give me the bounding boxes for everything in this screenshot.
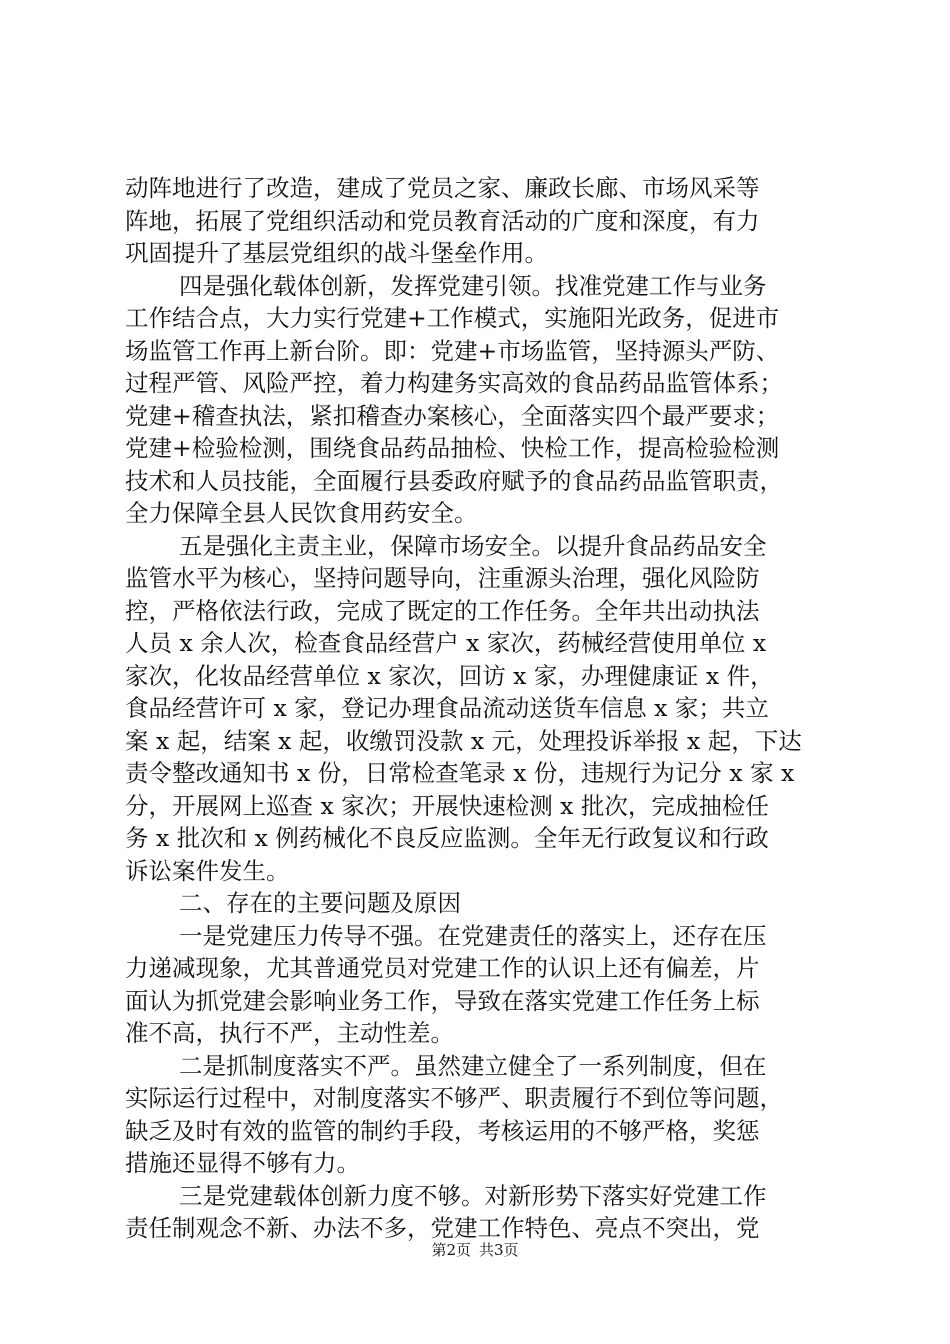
text-line: 务 x 批次和 x 例药械化不良反应监测。全年无行政复议和行政 [125,824,769,852]
text-line: 措施还显得不够有力。 [125,1149,360,1177]
text-line: 诉讼案件发生。 [125,856,290,885]
text-line: 责任制观念不新、办法不多，党建工作特色、亮点不突出，党 [125,1214,760,1242]
text-line: 过程严管、风险严控，着力构建务实高效的食品药品监管体系； [125,369,783,397]
text-line: 工作结合点，大力实行党建+工作模式，实施阳光政务，促进市 [125,304,780,332]
text-line: 食品经营许可 x 家，登记办理食品流动送货车信息 x 家；共立 [125,694,769,722]
paragraph-first-line: 四是强化载体创新，发挥党建引领。找准党建工作与业务 [179,271,767,300]
text-line: 党建+稽查执法，紧扣稽查办案核心，全面落实四个最严要求； [125,401,780,430]
paragraph-first-line: 二、存在的主要问题及原因 [179,889,461,917]
text-line: 实际运行过程中，对制度落实不够严、职责履行不到位等问题， [125,1084,783,1112]
text-line: 党建+检验检测，围绕食品药品抽检、快检工作，提高检验检测 [125,434,780,462]
text-line: 全力保障全县人民饮食用药安全。 [125,499,478,527]
text-line: 缺乏及时有效的监管的制约手段，考核运用的不够严格，奖惩 [125,1116,760,1145]
paragraph-first-line: 二是抓制度落实不严。虽然建立健全了一系列制度，但在 [179,1051,767,1080]
text-line: 技术和人员技能，全面履行县委政府赋予的食品药品监管职责， [125,466,783,495]
document-body [125,172,837,1245]
page-footer [0,1240,950,1260]
text-line: 面认为抓党建会影响业务工作，导致在落实党建工作任务上标 [125,986,760,1015]
text-line: 动阵地进行了改造，建成了党员之家、廉政长廊、市场风采等 [125,174,760,202]
text-line: 巩固提升了基层党组织的战斗堡垒作用。 [125,239,548,267]
text-line: 阵地，拓展了党组织活动和党员教育活动的广度和深度，有力 [125,206,760,235]
paragraph-first-line: 五是强化主责主业，保障市场安全。以提升食品药品安全 [179,531,767,560]
text-line: 人员 x 余人次，检查食品经营户 x 家次，药械经营使用单位 x [125,629,767,657]
text-line: 家次，化妆品经营单位 x 家次，回访 x 家，办理健康证 x 件， [125,661,774,690]
text-line: 力递减现象，尤其普通党员对党建工作的认识上还有偏差，片 [125,954,760,982]
text-line: 控，严格依法行政，完成了既定的工作任务。全年共出动执法 [125,596,760,625]
page-number: 第2页 [431,1241,471,1259]
text-line: 监管水平为核心，坚持问题导向，注重源头治理，强化风险防 [125,564,760,592]
text-line: 案 x 起，结案 x 起，收缴罚没款 x 元，处理投诉举报 x 起，下达 [125,726,802,755]
text-line: 场监管工作再上新台阶。即：党建+市场监管，坚持源头严防、 [125,336,780,365]
text-line: 分，开展网上巡查 x 家次；开展快速检测 x 批次，完成抽检任 [125,791,769,820]
paragraph-first-line: 三是党建载体创新力度不够。对新形势下落实好党建工作 [179,1181,767,1210]
text-line: 准不高，执行不严，主动性差。 [125,1019,454,1047]
page-total: 共3页 [479,1241,519,1259]
text-line: 责令整改通知书 x 份，日常检查笔录 x 份，违规行为记分 x 家 x [125,759,795,787]
paragraph-first-line: 一是党建压力传导不强。在党建责任的落实上，还存在压 [179,921,767,950]
